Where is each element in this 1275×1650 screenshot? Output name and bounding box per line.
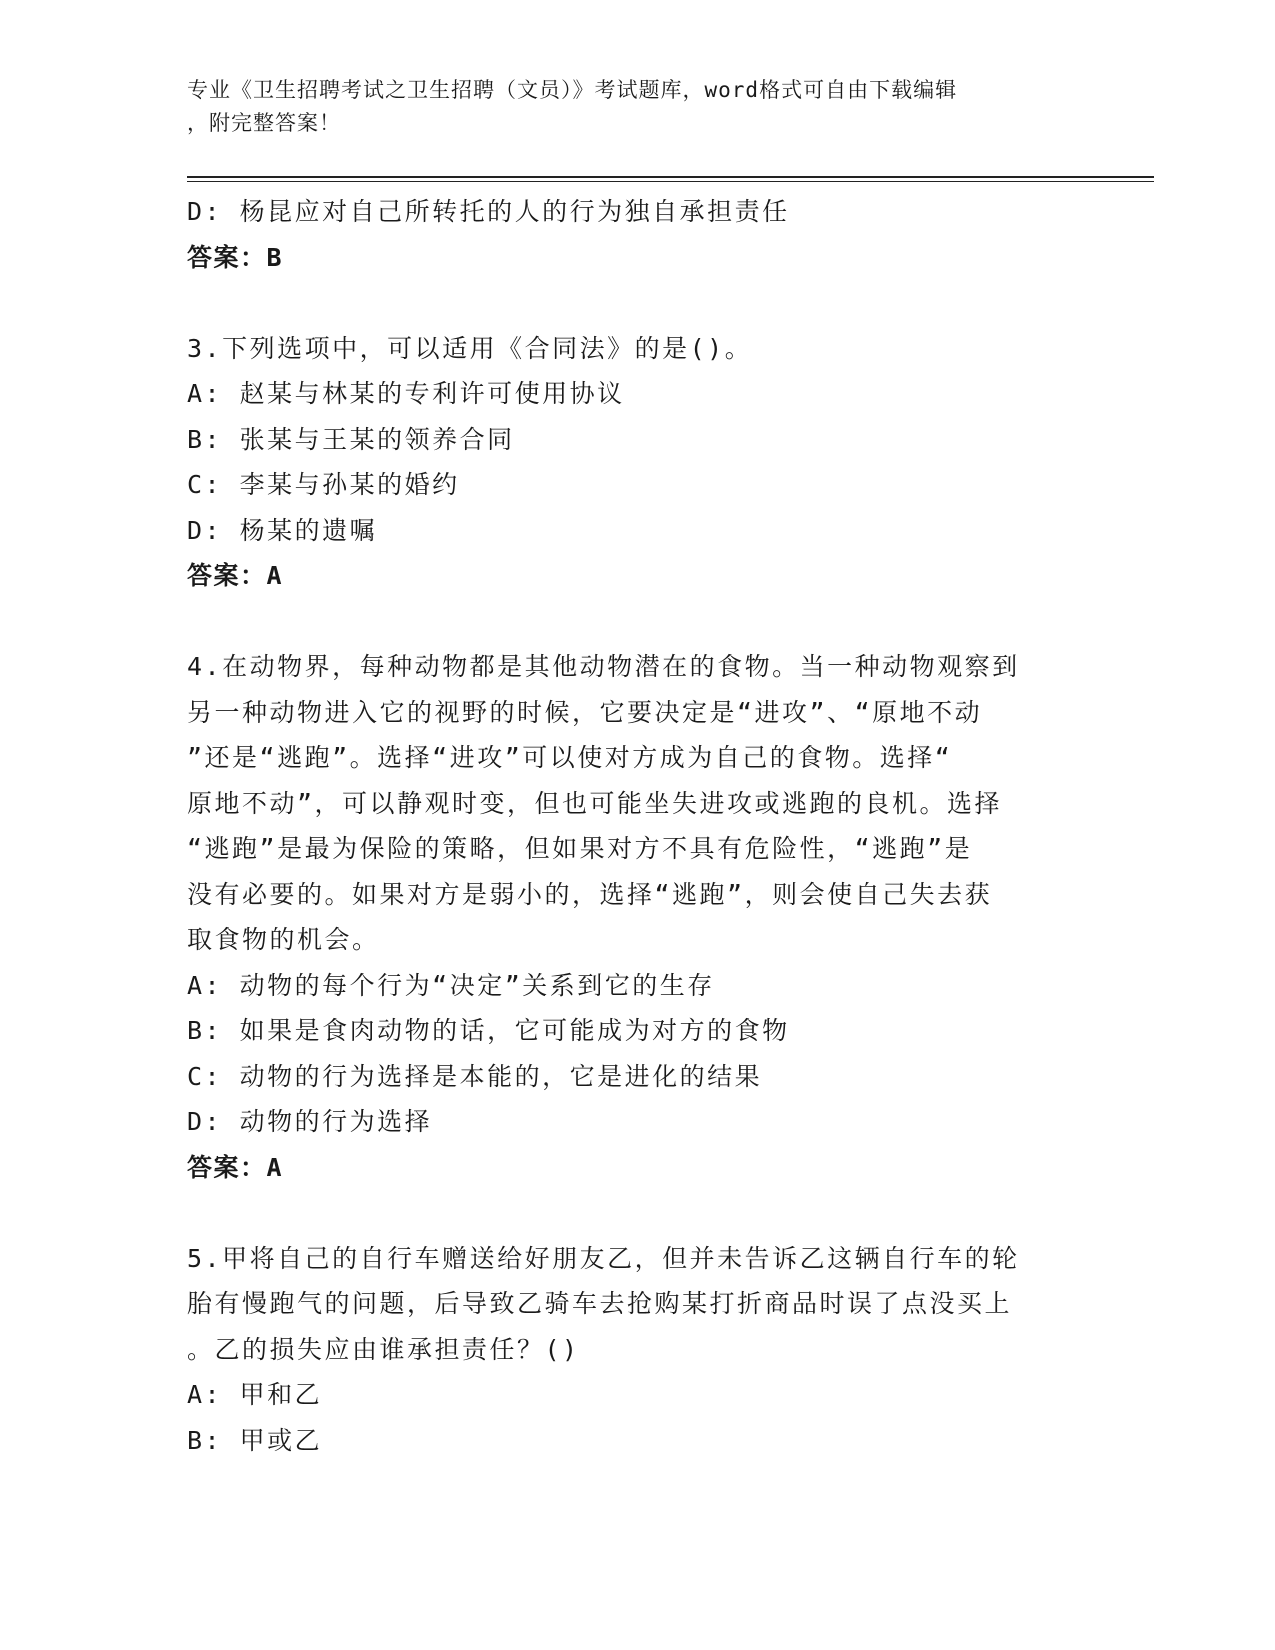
header-line-1: 专业《卫生招聘考试之卫生招聘（文员）》考试题库，word格式可自由下载编辑 (187, 78, 958, 102)
q5-stem-line: 胎有慢跑气的问题，后导致乙骑车去抢购某打折商品时误了点没买上 (187, 1289, 1013, 1318)
document-body (187, 189, 1067, 1463)
q3-option-d: D: 杨某的遗嘱 (187, 515, 378, 545)
q4-option-b: B: 如果是食肉动物的话，它可能成为对方的食物 (187, 1016, 790, 1045)
q4-stem-line: 没有必要的。如果对方是弱小的，选择“逃跑”，则会使自己失去获 (187, 879, 993, 909)
q3-option-b: B: 张某与王某的领养合同 (187, 424, 515, 454)
q4-stem-line: 取食物的机会。 (187, 925, 380, 954)
spacer (187, 599, 1067, 645)
spacer (187, 280, 1067, 326)
q5-option-a: A: 甲和乙 (187, 1380, 323, 1409)
q4-stem-line: “逃跑”是最为保险的策略，但如果对方不具有危险性，“逃跑”是 (187, 834, 973, 863)
q4-option-c: C: 动物的行为选择是本能的，它是进化的结果 (187, 1061, 763, 1091)
header-divider-thin (187, 181, 1154, 182)
q4-stem-line: 另一种动物进入它的视野的时候，它要决定是“进攻”、“原地不动 (187, 697, 983, 727)
q4-stem-line: 4.在动物界，每种动物都是其他动物潜在的食物。当一种动物观察到 (187, 652, 1020, 681)
q4-stem-line: ”还是“逃跑”。选择“进攻”可以使对方成为自己的食物。选择“ (187, 743, 953, 772)
q3-option-c: C: 李某与孙某的婚约 (187, 470, 460, 499)
question-2-tail (187, 189, 1067, 280)
q3-stem: 3.下列选项中，可以适用《合同法》的是()。 (187, 333, 753, 363)
header-line-2: ，附完整答案！ (187, 111, 341, 135)
q4-option-a: A: 动物的每个行为“决定”关系到它的生存 (187, 970, 715, 1000)
header-divider-thick (187, 176, 1154, 178)
q4-answer: 答案：A (187, 1152, 284, 1182)
question-3 (187, 326, 1067, 599)
q4-stem-line: 原地不动”，可以静观时变，但也可能坐失进攻或逃跑的良机。选择 (187, 788, 1003, 818)
spacer (187, 1190, 1067, 1236)
q5-option-b: B: 甲或乙 (187, 1425, 323, 1455)
q5-stem-line: 5.甲将自己的自行车赠送给好朋友乙，但并未告诉乙这辆自行车的轮 (187, 1243, 1020, 1273)
q5-stem-line: 。乙的损失应由谁承担责任？() (187, 1334, 580, 1364)
q2-answer: 答案：B (187, 242, 284, 272)
document-header (187, 74, 1067, 140)
q4-option-d: D: 动物的行为选择 (187, 1107, 433, 1136)
q3-option-a: A: 赵某与林某的专利许可使用协议 (187, 379, 625, 408)
question-5 (187, 1236, 1067, 1464)
q2-option-d: D: 杨昆应对自己所转托的人的行为独自承担责任 (187, 197, 790, 226)
question-4 (187, 644, 1067, 1190)
q3-answer: 答案：A (187, 561, 284, 590)
